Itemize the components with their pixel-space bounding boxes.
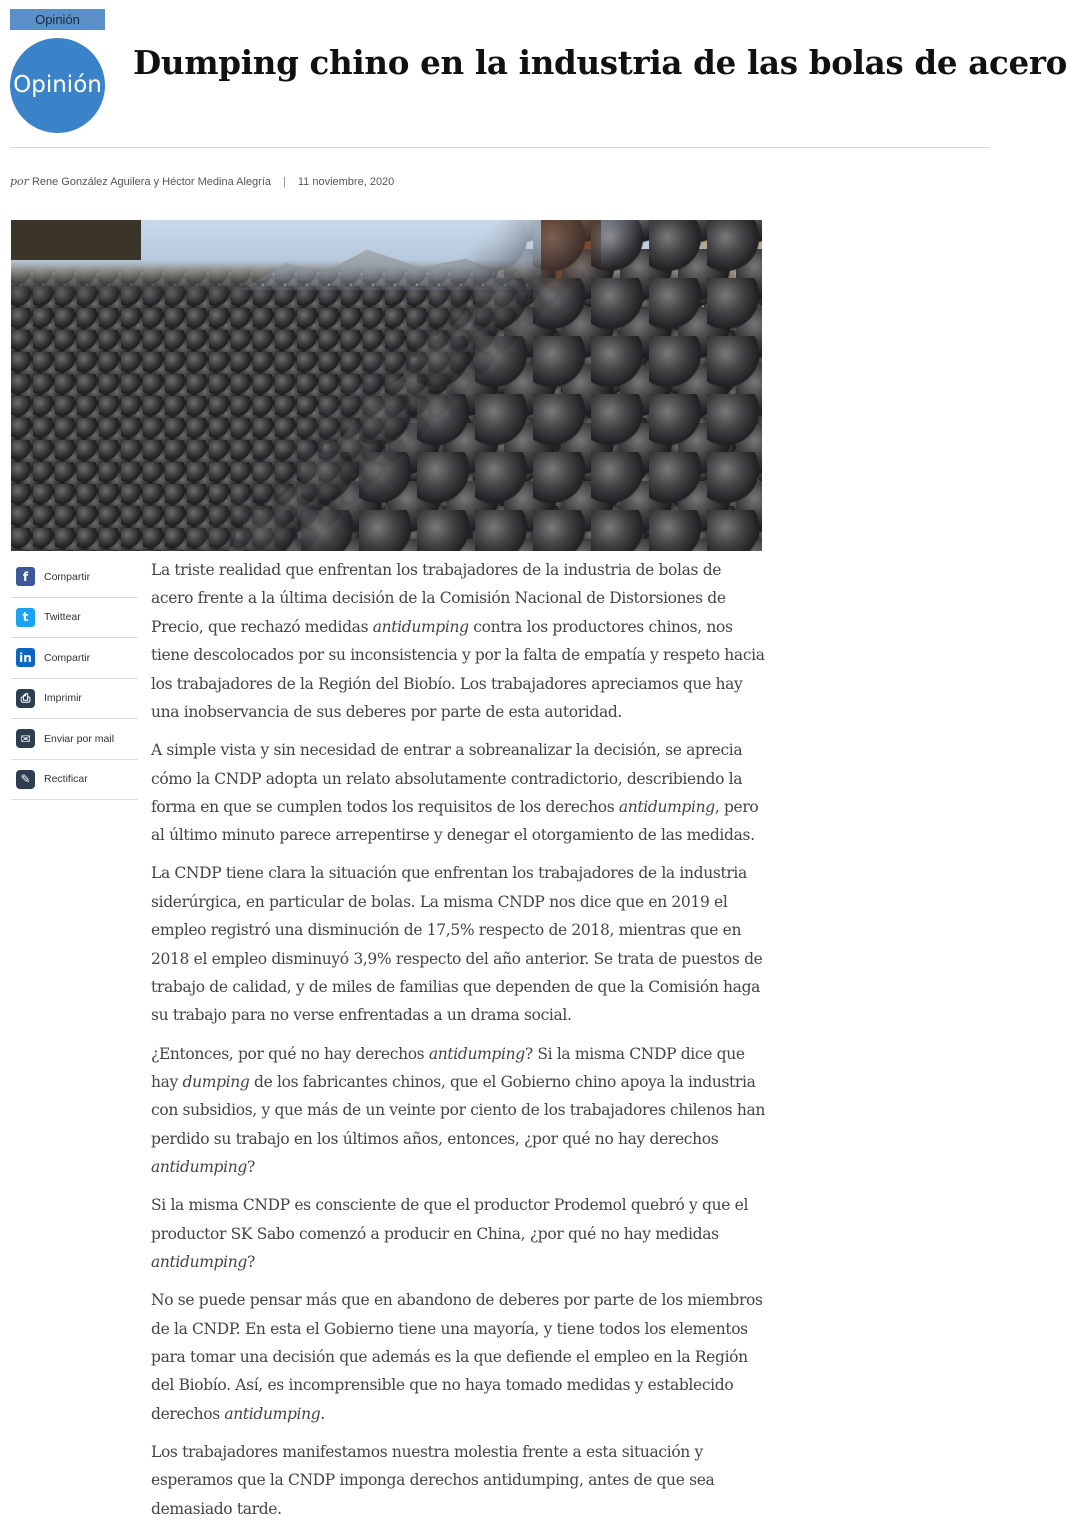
share-label: Enviar por mail (44, 732, 115, 745)
header-divider (10, 147, 990, 148)
email-button[interactable] (11, 719, 138, 760)
paragraph: A simple vista y sin necesidad de entrar a sobreanalizar la decisión, se aprecia cómo la CNDP adopta un relato absolutamente contradictorio, describiendo la forma en que se cumplen todos los requisitos de los derechos antidumping, pero al último minuto parece arrepentirse y denegar el otorgamiento de las medidas. (151, 741, 759, 845)
hero-image-steel-balls (11, 220, 762, 551)
paragraph: La triste realidad que enfrentan los trabajadores de la industria de bolas de acero frente a la última decisión de la Comisión Nacional de Distorsiones de Precio, que rechazó medidas antidumping contra los productores chinos, nos tiene descolocados por su inconsistencia y por la falta de empatía y respeto hacia los trabajadores de la Región del Biobío. Los trabajadores apreciamos que hay una inobservancia de sus deberes por parte de esta autoridad. (151, 561, 765, 722)
share-label: Imprimir (44, 692, 82, 705)
facebook-icon: f (16, 567, 35, 586)
publish-date: 11 noviembre, 2020 (297, 176, 395, 188)
edit-icon: ✎ (16, 770, 35, 789)
opinion-badge: Opinión (10, 38, 105, 133)
category-tag[interactable]: Opinión (10, 9, 105, 30)
share-linkedin-button[interactable] (11, 638, 138, 679)
print-button[interactable] (11, 679, 138, 720)
print-icon: ⎙ (16, 689, 35, 708)
paragraph: Los trabajadores manifestamos nuestra molestia frente a esta situación y esperamos que la CNDP imponga derechos antidumping, antes de que sea demasiado tarde. (151, 1442, 715, 1518)
share-label: Rectificar (44, 773, 88, 786)
paragraph: ¿Entonces, por qué no hay derechos antidumping? Si la misma CNDP dice que hay dumping de los fabricantes chinos, que el Gobierno chino apoya la industria con subsidios, y que más de un veinte por ciento de los trabajadores chilenos han perdido su trabajo en los últimos años, entonces, ¿por qué no hay derechos antidumping? (151, 1044, 766, 1177)
byline-authors[interactable]: Rene González Aguilera y Héctor Medina Alegría (31, 176, 272, 188)
mail-icon: ✉ (16, 729, 35, 748)
share-sidebar (11, 557, 138, 800)
share-twitter-button[interactable] (11, 598, 138, 639)
twitter-icon: t (16, 608, 35, 627)
paragraph: Si la misma CNDP es consciente de que el productor Prodemol quebró y que el productor SK Sabo comenzó a producir en China, ¿por qué no hay medidas antidumping? (151, 1196, 749, 1272)
steel-balls-near (11, 220, 762, 551)
byline-separator: | (283, 176, 286, 188)
paragraph: No se puede pensar más que en abandono de deberes por parte de los miembros de la CNDP. En esta el Gobierno tiene una mayoría, y tiene todos los elementos para tomar una decisión que además es la que defiende el empleo en la Región del Biobío. Así, es incomprensible que no haya tomado medidas y establecido derechos antidumping. (151, 1291, 763, 1423)
article-title: Dumping chino en la industria de las bolas de acero (133, 43, 1067, 82)
paragraph: La CNDP tiene clara la situación que enfrentan los trabajadores de la industria siderúrgica, en particular de bolas. La misma CNDP nos dice que en 2019 el empleo registró una disminución de 17,5% respecto de 2018, mientras que en 2018 el empleo disminuyó 3,9% respecto del año anterior. Se trata de puestos de trabajo de calidad, y de miles de familias que dependen de que la Comisión haga su trabajo para no verse enfrentadas a un drama social. (151, 864, 763, 1025)
share-facebook-button[interactable] (11, 557, 138, 598)
rectify-button[interactable] (11, 760, 138, 801)
linkedin-icon: in (16, 648, 35, 667)
byline-prefix: por (10, 175, 29, 188)
share-label: Compartir (44, 570, 91, 583)
share-label: Twittear (44, 611, 81, 624)
byline (10, 174, 394, 190)
share-label: Compartir (44, 651, 91, 664)
article-body (151, 556, 765, 1533)
